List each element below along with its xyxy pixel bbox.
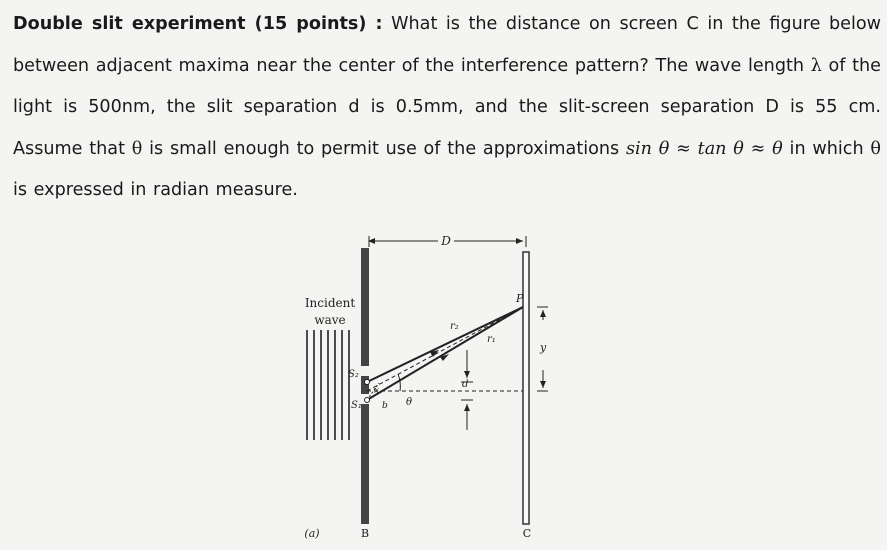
problem-text-3: is small enough to permit use of the approximations bbox=[142, 138, 626, 159]
r2-label: r₂ bbox=[450, 321, 459, 332]
center-ray-dashed bbox=[367, 307, 523, 391]
problem-text-4: in which bbox=[782, 138, 871, 159]
panel-label: (a) bbox=[304, 527, 320, 540]
r1-label: r₁ bbox=[487, 334, 496, 345]
screen-c bbox=[523, 252, 529, 524]
b-label: b bbox=[382, 401, 388, 411]
problem-text-1: What is the distance on screen C in the figure below between adjacent maxima near the center of the interference pattern? The wave length bbox=[13, 14, 881, 76]
approximation-formula: sin θ ≈ tan θ ≈ θ bbox=[625, 138, 783, 159]
x-label: x bbox=[374, 386, 380, 396]
barrier-b bbox=[361, 248, 369, 524]
lambda-symbol: λ bbox=[810, 55, 822, 76]
theta-symbol: θ bbox=[131, 138, 143, 159]
small-d-arrow bbox=[461, 350, 473, 430]
small-d-label: d bbox=[462, 379, 469, 390]
screen-c-label: C bbox=[522, 527, 532, 540]
ray-r2 bbox=[367, 307, 523, 382]
slit-s2 bbox=[365, 380, 370, 385]
d-big-label: D bbox=[441, 234, 451, 248]
problem-text-2: of the light is 500nm, the slit separation d is 0.5mm, and the slit-screen separation D is 55 cm. Assume that bbox=[13, 55, 881, 159]
slit-s1 bbox=[365, 398, 370, 403]
ray-r1 bbox=[367, 307, 523, 400]
s2-label: S₂ bbox=[348, 369, 359, 380]
s1-label: S₁ bbox=[351, 400, 362, 411]
ray-lines bbox=[367, 307, 523, 400]
incident-label-line2: wave bbox=[314, 313, 346, 327]
problem-text-5: is expressed in radian measure. bbox=[13, 180, 298, 201]
problem-heading: Double slit experiment (15 points) : bbox=[13, 14, 383, 34]
incident-label-line1: Incident bbox=[304, 296, 356, 310]
theta-label: θ bbox=[406, 397, 413, 408]
theta-arc bbox=[398, 374, 400, 391]
point-p-label: P bbox=[516, 292, 524, 305]
y-label: y bbox=[540, 341, 547, 354]
barrier-b-label: B bbox=[360, 527, 370, 540]
theta-symbol-2: θ bbox=[870, 138, 881, 159]
incident-wavefronts bbox=[307, 330, 349, 440]
